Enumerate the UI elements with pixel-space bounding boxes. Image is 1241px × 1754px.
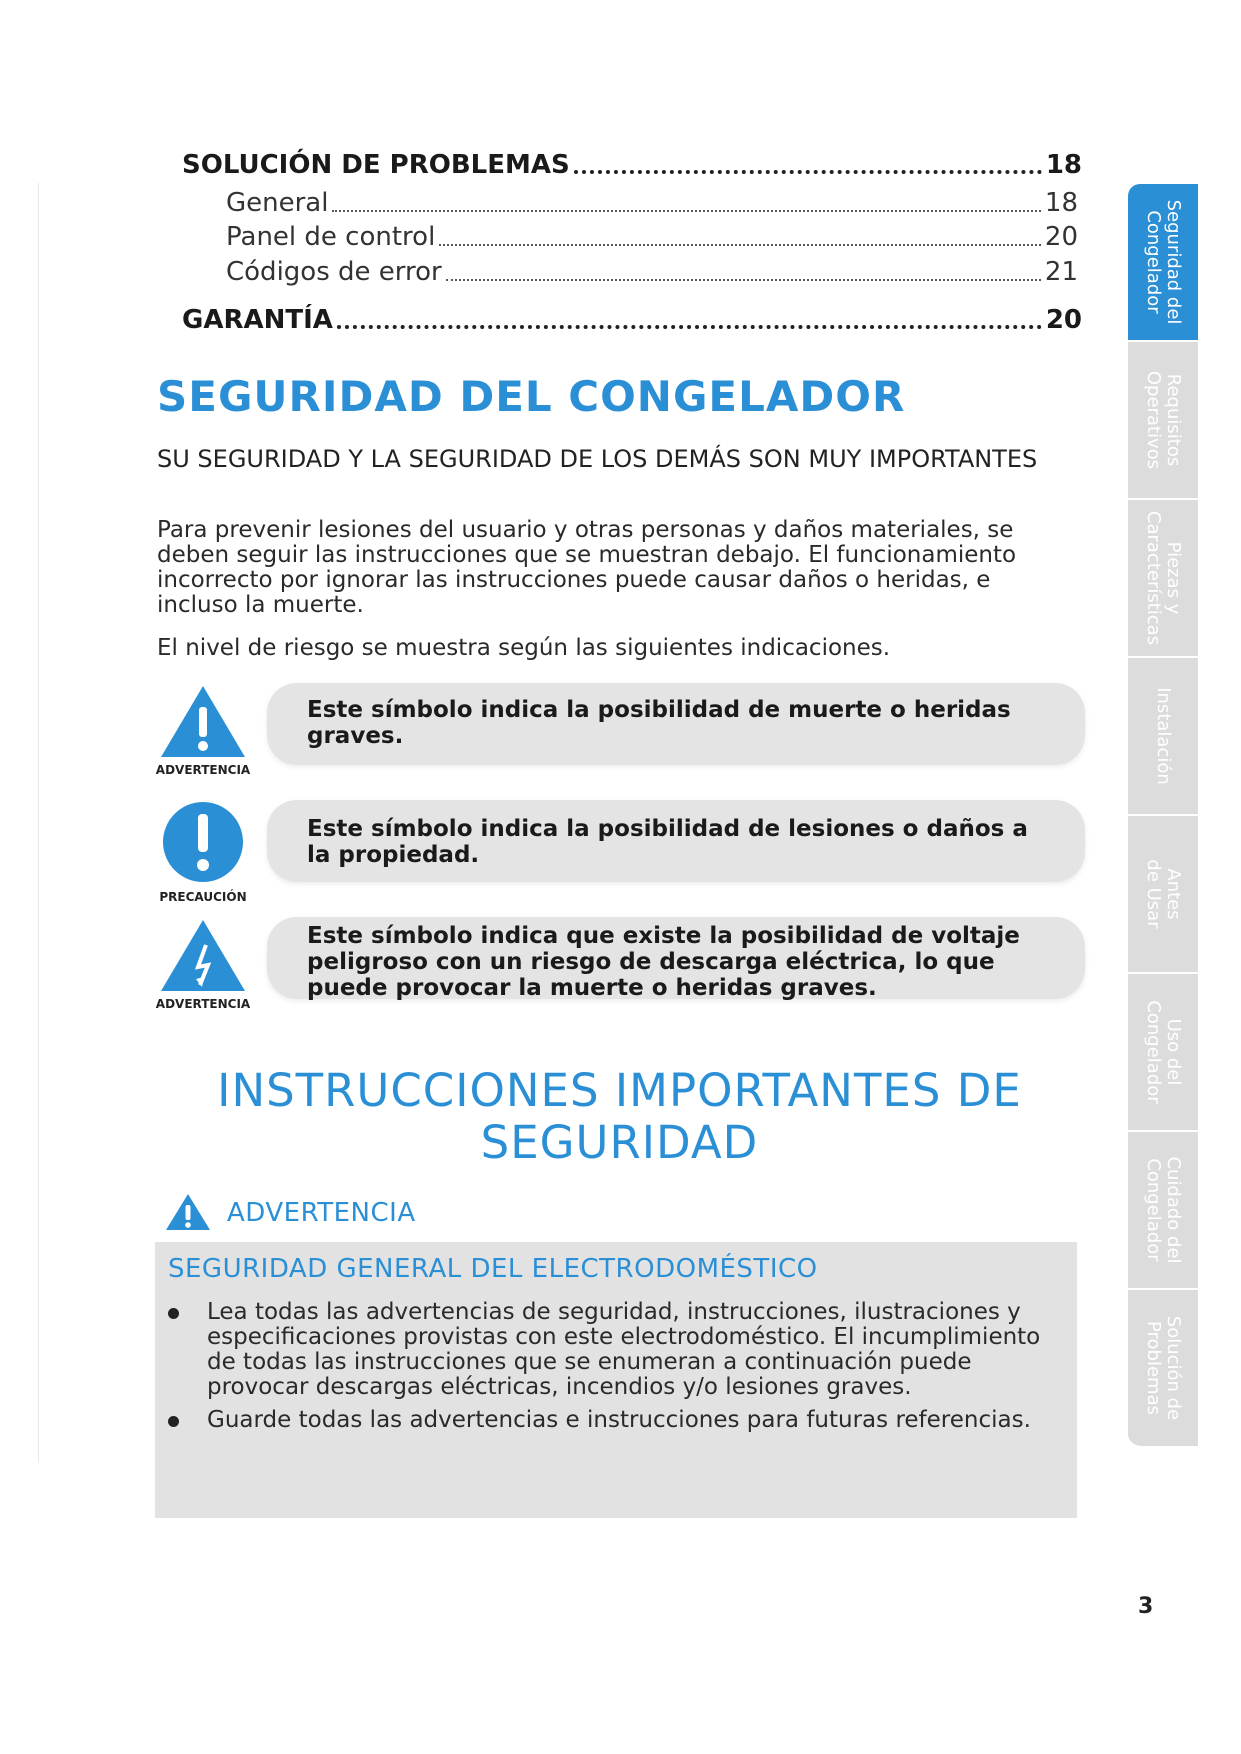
tab-label: Piezas y Características — [1143, 510, 1184, 646]
toc-entry-general[interactable] — [226, 188, 1078, 218]
tab-seguridad[interactable] — [1128, 184, 1198, 342]
risk-level-text: El nivel de riesgo se muestra según las siguientes indicaciones. — [157, 635, 891, 661]
toc-label: Códigos de error — [226, 257, 442, 287]
toc-label: Panel de control — [226, 222, 436, 252]
toc-page: 20 — [1044, 222, 1078, 252]
toc-page: 18 — [1045, 150, 1082, 180]
symbol-caption: ADVERTENCIA — [155, 763, 251, 777]
symbol-caption: ADVERTENCIA — [155, 997, 251, 1011]
toc-leader — [439, 244, 1041, 246]
tab-label: Uso del Congelador — [1143, 1000, 1184, 1104]
symbol-description-pill — [267, 917, 1085, 999]
list-item — [155, 1408, 1055, 1433]
symbol-caption: PRECAUCIÓN — [159, 890, 247, 904]
tab-piezas[interactable] — [1128, 500, 1198, 658]
toc-label: GARANTÍA — [182, 305, 333, 335]
bullet-icon — [168, 1416, 179, 1427]
electric-hazard-icon — [158, 917, 248, 993]
box-title: SEGURIDAD GENERAL DEL ELECTRODOMÉSTICO — [168, 1254, 818, 1284]
tab-requisitos[interactable] — [1128, 342, 1198, 500]
symbol-description-pill — [267, 800, 1085, 882]
toc-label: General — [226, 188, 329, 218]
tab-solucion[interactable] — [1128, 1290, 1198, 1448]
general-safety-box — [155, 1242, 1077, 1518]
toc-label: SOLUCIÓN DE PROBLEMAS — [182, 150, 570, 180]
tab-label: Seguridad del Congelador — [1143, 199, 1184, 325]
symbol-row-electric — [155, 917, 1085, 1017]
page-number: 3 — [1138, 1594, 1154, 1619]
warning-label: ADVERTENCIA — [227, 1198, 416, 1228]
page-edge-line — [38, 183, 39, 1463]
toc-page: 20 — [1045, 305, 1082, 335]
toc-leader — [332, 210, 1040, 212]
bullet-icon — [168, 1308, 179, 1319]
warning-triangle-icon — [165, 1192, 211, 1232]
symbol-description: Este símbolo indica la posibilidad de lesiones o daños a la propiedad. — [307, 816, 1028, 868]
tab-label: Antes de Usar — [1143, 859, 1184, 929]
list-item — [155, 1300, 1055, 1400]
symbol-icon-wrap — [155, 800, 251, 904]
toc-leader — [446, 279, 1041, 281]
toc-leader — [574, 170, 1042, 174]
safety-bullet-list — [155, 1300, 1055, 1441]
symbol-description: Este símbolo indica la posibilidad de muerte o heridas graves. — [307, 697, 1011, 749]
intro-paragraph: Para prevenir lesiones del usuario y otras personas y daños materiales, se deben seguir las instrucciones que se muestran debajo. El funcionamiento incorrecto por ignorar las instrucciones puede causar daños o heridas, e incluso la muerte. — [157, 517, 1017, 618]
toc-entry-garantia[interactable] — [182, 305, 1082, 335]
symbol-icon-wrap — [155, 683, 251, 777]
tab-label: Solución de Problemas — [1143, 1315, 1184, 1421]
tab-label: Cuidado del Congelador — [1143, 1156, 1184, 1264]
toc-entry-solucion[interactable] — [182, 150, 1082, 180]
toc-entry-codigos[interactable] — [226, 257, 1078, 287]
toc-leader — [337, 325, 1042, 329]
symbol-row-caution — [155, 800, 1085, 910]
section-title: SEGURIDAD DEL CONGELADOR — [157, 372, 906, 421]
tab-instalacion[interactable] — [1128, 658, 1198, 816]
symbol-description-pill — [267, 683, 1085, 765]
warning-heading — [165, 1192, 416, 1232]
tab-label: Requisitos Operativos — [1143, 370, 1184, 470]
symbol-icon-wrap — [155, 917, 251, 1011]
list-item-text: Lea todas las advertencias de seguridad, instrucciones, ilustraciones y especificaciones provistas con este electrodoméstico. El incumplimiento de todas las instrucciones que se enumeran a continuación puede provocar descargas eléctricas, incendios y/o lesiones graves. — [207, 1299, 1041, 1400]
list-item-text: Guarde todas las advertencias e instrucciones para futuras referencias. — [207, 1407, 1031, 1433]
tab-label: Instalación — [1153, 687, 1174, 785]
toc-page: 21 — [1044, 257, 1078, 287]
warning-triangle-icon — [158, 683, 248, 759]
symbol-row-warning — [155, 683, 1085, 783]
tab-antes-de-usar[interactable] — [1128, 816, 1198, 974]
tab-uso[interactable] — [1128, 974, 1198, 1132]
toc-entry-panel[interactable] — [226, 222, 1078, 252]
toc-page: 18 — [1044, 188, 1078, 218]
caution-circle-icon — [161, 800, 245, 884]
section-subtitle: SU SEGURIDAD Y LA SEGURIDAD DE LOS DEMÁS SON MUY IMPORTANTES — [157, 445, 1038, 473]
instructions-title: INSTRUCCIONES IMPORTANTES DE SEGURIDAD — [217, 1064, 1022, 1169]
tab-cuidado[interactable] — [1128, 1132, 1198, 1290]
symbol-description: Este símbolo indica que existe la posibilidad de voltaje peligroso con un riesgo de descarga eléctrica, lo que puede provocar la muerte o heridas graves. — [307, 923, 1020, 1001]
